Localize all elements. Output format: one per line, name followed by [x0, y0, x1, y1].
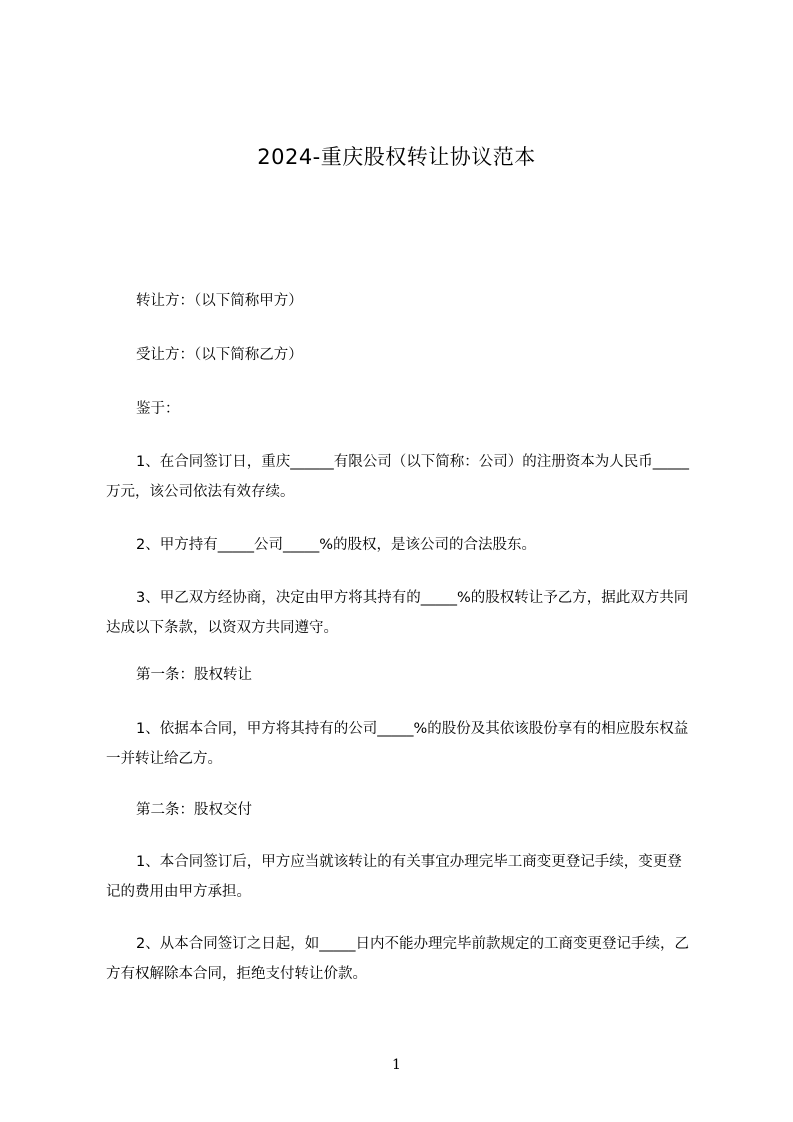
paragraph-transferor: 转让方：（以下简称甲方）	[136, 293, 303, 309]
article-2-clause-1: 1、本合同签订后，甲方应当就该转让的有关事宜办理完毕工商变更登记手续，变更登记的费用由甲方承担。	[106, 854, 682, 900]
article-1-heading: 第一条：股权转让	[136, 667, 252, 683]
paragraph-whereas: 鉴于：	[136, 401, 180, 417]
page-number: 1	[392, 1057, 401, 1073]
article-2-clause-2: 2、从本合同签订之日起，如_____日内不能办理完毕前款规定的工商变更登记手续，乙方有权解除本合同，拒绝支付转让价款。	[106, 936, 689, 982]
article-1-clause-1: 1、依据本合同，甲方将其持有的公司_____%的股份及其依该股份享有的相应股东权益一并转让给乙方。	[106, 721, 689, 767]
document-title: 2024-重庆股权转让协议范本	[257, 145, 536, 169]
paragraph-transferee: 受让方：（以下简称乙方）	[136, 347, 303, 363]
paragraph-recital-2: 2、甲方持有_____公司_____%的股权，是该公司的合法股东。	[136, 537, 537, 553]
article-2-heading: 第二条：股权交付	[136, 802, 252, 818]
paragraph-recital-1: 1、在合同签订日，重庆______有限公司（以下简称：公司）的注册资本为人民币_____万元，该公司依法有效存续。	[106, 454, 689, 500]
paragraph-recital-3: 3、甲乙双方经协商，决定由甲方将其持有的_____%的股权转让予乙方，据此双方共同达成以下条款，以资双方共同遵守。	[106, 590, 689, 636]
